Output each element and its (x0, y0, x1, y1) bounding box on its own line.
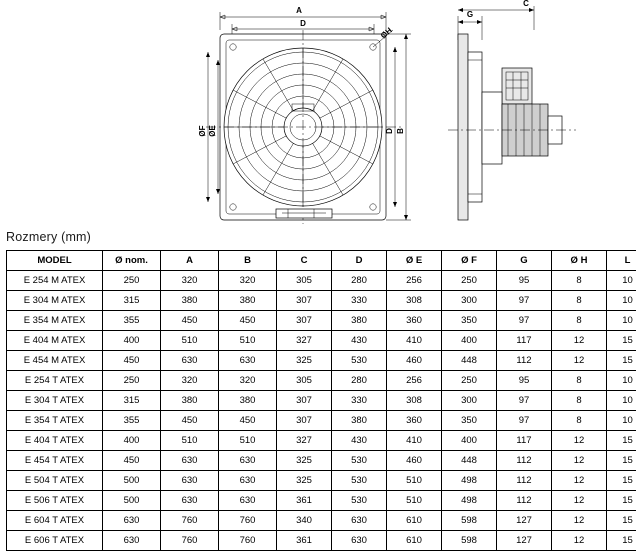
table-row (7, 291, 636, 311)
cell-nominal: 400 (103, 431, 161, 451)
cell-g: 97 (497, 311, 552, 331)
dimensions-table (6, 250, 636, 551)
cell-nominal: 500 (103, 471, 161, 491)
cell-h: 8 (552, 271, 607, 291)
column-header-h: Ø H (552, 251, 607, 271)
dim-label-oh: ØH (379, 26, 394, 41)
front-view-drawing (196, 0, 446, 232)
cell-h: 12 (552, 511, 607, 531)
cell-e: 610 (387, 511, 442, 531)
cell-h: 12 (552, 471, 607, 491)
cell-c: 361 (277, 531, 332, 551)
cell-f: 448 (442, 351, 497, 371)
dim-label-g: G (467, 10, 473, 19)
cell-h: 8 (552, 391, 607, 411)
cell-nominal: 355 (103, 411, 161, 431)
cell-e: 410 (387, 331, 442, 351)
cell-h: 12 (552, 451, 607, 471)
cell-f: 300 (442, 291, 497, 311)
cell-l: 15 (607, 491, 636, 511)
table-row (7, 411, 636, 431)
cell-h: 12 (552, 351, 607, 371)
cell-c: 361 (277, 491, 332, 511)
cell-a: 320 (161, 371, 219, 391)
cell-d: 280 (332, 271, 387, 291)
table-row (7, 351, 636, 371)
cell-g: 112 (497, 491, 552, 511)
cell-nominal: 250 (103, 271, 161, 291)
cell-f: 350 (442, 311, 497, 331)
cell-g: 112 (497, 471, 552, 491)
cell-b: 630 (219, 491, 277, 511)
cell-c: 340 (277, 511, 332, 531)
table-row (7, 391, 636, 411)
cell-e: 410 (387, 431, 442, 451)
cell-g: 112 (497, 351, 552, 371)
cell-b: 320 (219, 371, 277, 391)
cell-f: 250 (442, 271, 497, 291)
cell-e: 510 (387, 471, 442, 491)
cell-model: E 254 T ATEX (7, 371, 103, 391)
cell-l: 10 (607, 411, 636, 431)
cell-l: 10 (607, 311, 636, 331)
motor-mount (482, 92, 502, 164)
cell-model: E 254 M ATEX (7, 271, 103, 291)
cell-f: 448 (442, 451, 497, 471)
cell-g: 97 (497, 291, 552, 311)
cell-a: 760 (161, 531, 219, 551)
dim-label-a: A (296, 6, 302, 15)
column-header-d: D (332, 251, 387, 271)
cell-b: 510 (219, 431, 277, 451)
column-header-f: Ø F (442, 251, 497, 271)
dimensions-table-wrapper (6, 250, 630, 551)
cell-model: E 454 M ATEX (7, 351, 103, 371)
cell-d: 630 (332, 511, 387, 531)
table-row (7, 451, 636, 471)
cell-b: 450 (219, 411, 277, 431)
cell-g: 117 (497, 331, 552, 351)
cell-b: 630 (219, 351, 277, 371)
cell-f: 598 (442, 511, 497, 531)
column-header-model: MODEL (7, 251, 103, 271)
cell-model: E 354 T ATEX (7, 411, 103, 431)
column-header-l: L (607, 251, 636, 271)
cell-f: 350 (442, 411, 497, 431)
cell-g: 117 (497, 431, 552, 451)
cell-a: 450 (161, 311, 219, 331)
cell-model: E 604 T ATEX (7, 511, 103, 531)
cell-d: 530 (332, 351, 387, 371)
cell-model: E 606 T ATEX (7, 531, 103, 551)
cell-d: 530 (332, 491, 387, 511)
cell-h: 8 (552, 371, 607, 391)
table-row (7, 431, 636, 451)
page-title: Rozmery (mm) (6, 230, 91, 244)
cell-d: 280 (332, 371, 387, 391)
cell-f: 300 (442, 391, 497, 411)
cell-a: 380 (161, 291, 219, 311)
cell-d: 430 (332, 431, 387, 451)
cell-g: 95 (497, 371, 552, 391)
cell-l: 15 (607, 471, 636, 491)
cell-b: 510 (219, 331, 277, 351)
table-body (7, 271, 636, 551)
cell-nominal: 450 (103, 351, 161, 371)
column-header-b: B (219, 251, 277, 271)
cell-a: 510 (161, 431, 219, 451)
table-row (7, 311, 636, 331)
cell-nominal: 630 (103, 511, 161, 531)
cell-model: E 354 M ATEX (7, 311, 103, 331)
cell-c: 325 (277, 451, 332, 471)
cell-g: 127 (497, 511, 552, 531)
cell-model: E 404 T ATEX (7, 431, 103, 451)
side-terminal-box (502, 68, 532, 104)
cell-b: 760 (219, 531, 277, 551)
cell-e: 610 (387, 531, 442, 551)
column-header-e: Ø E (387, 251, 442, 271)
cell-a: 630 (161, 491, 219, 511)
cell-nominal: 500 (103, 491, 161, 511)
cell-l: 15 (607, 511, 636, 531)
table-row (7, 531, 636, 551)
table-row (7, 271, 636, 291)
cell-h: 8 (552, 411, 607, 431)
cell-e: 256 (387, 271, 442, 291)
table-header-row (7, 251, 636, 271)
dim-label-d-top: D (300, 19, 306, 28)
cell-d: 430 (332, 331, 387, 351)
column-header-a: A (161, 251, 219, 271)
dim-label-oe: ØE (208, 125, 217, 137)
cell-e: 360 (387, 311, 442, 331)
cell-d: 330 (332, 291, 387, 311)
cell-c: 327 (277, 331, 332, 351)
cell-c: 307 (277, 311, 332, 331)
cell-model: E 304 T ATEX (7, 391, 103, 411)
table-row (7, 371, 636, 391)
cell-l: 10 (607, 291, 636, 311)
cell-g: 112 (497, 451, 552, 471)
dim-label-of: ØF (198, 125, 207, 136)
cell-e: 460 (387, 351, 442, 371)
cell-c: 325 (277, 471, 332, 491)
cell-f: 598 (442, 531, 497, 551)
cell-c: 305 (277, 371, 332, 391)
cell-a: 380 (161, 391, 219, 411)
cell-l: 10 (607, 391, 636, 411)
table-row (7, 491, 636, 511)
cell-l: 10 (607, 271, 636, 291)
cell-a: 510 (161, 331, 219, 351)
column-header-c: C (277, 251, 332, 271)
cell-f: 498 (442, 471, 497, 491)
cell-b: 630 (219, 471, 277, 491)
cell-b: 380 (219, 291, 277, 311)
cell-h: 8 (552, 291, 607, 311)
cell-h: 12 (552, 431, 607, 451)
cell-g: 97 (497, 391, 552, 411)
cell-a: 630 (161, 471, 219, 491)
cell-b: 760 (219, 511, 277, 531)
cell-d: 630 (332, 531, 387, 551)
terminal-box (276, 209, 332, 218)
cell-e: 460 (387, 451, 442, 471)
cell-f: 400 (442, 431, 497, 451)
cell-f: 498 (442, 491, 497, 511)
cell-e: 510 (387, 491, 442, 511)
cell-d: 330 (332, 391, 387, 411)
cell-a: 630 (161, 451, 219, 471)
cell-nominal: 315 (103, 391, 161, 411)
cell-h: 8 (552, 311, 607, 331)
cell-l: 15 (607, 531, 636, 551)
cell-e: 308 (387, 291, 442, 311)
cell-f: 250 (442, 371, 497, 391)
cell-a: 320 (161, 271, 219, 291)
cell-model: E 506 T ATEX (7, 491, 103, 511)
cell-a: 630 (161, 351, 219, 371)
cell-d: 530 (332, 451, 387, 471)
cell-h: 12 (552, 531, 607, 551)
cell-nominal: 250 (103, 371, 161, 391)
cell-b: 380 (219, 391, 277, 411)
cell-f: 400 (442, 331, 497, 351)
cell-h: 12 (552, 331, 607, 351)
cell-nominal: 315 (103, 291, 161, 311)
technical-drawings (0, 0, 636, 232)
cell-l: 15 (607, 331, 636, 351)
cell-nominal: 630 (103, 531, 161, 551)
cell-model: E 404 M ATEX (7, 331, 103, 351)
cell-g: 127 (497, 531, 552, 551)
cell-a: 450 (161, 411, 219, 431)
cell-c: 307 (277, 411, 332, 431)
cell-e: 360 (387, 411, 442, 431)
cell-b: 450 (219, 311, 277, 331)
cell-c: 307 (277, 391, 332, 411)
cell-nominal: 400 (103, 331, 161, 351)
cell-c: 325 (277, 351, 332, 371)
table-row (7, 511, 636, 531)
cell-c: 305 (277, 271, 332, 291)
column-header-nominal-diameter: Ø nom. (103, 251, 161, 271)
cell-nominal: 355 (103, 311, 161, 331)
cell-h: 12 (552, 491, 607, 511)
cell-b: 630 (219, 451, 277, 471)
cell-nominal: 450 (103, 451, 161, 471)
cell-c: 327 (277, 431, 332, 451)
cell-d: 530 (332, 471, 387, 491)
cell-e: 308 (387, 391, 442, 411)
cell-l: 15 (607, 431, 636, 451)
cell-model: E 304 M ATEX (7, 291, 103, 311)
cell-l: 15 (607, 451, 636, 471)
cell-d: 380 (332, 311, 387, 331)
table-row (7, 331, 636, 351)
dim-label-b: B (396, 128, 405, 134)
cell-l: 10 (607, 371, 636, 391)
dim-label-c: C (523, 0, 529, 8)
cell-a: 760 (161, 511, 219, 531)
cell-c: 307 (277, 291, 332, 311)
side-housing (468, 52, 482, 202)
cell-model: E 504 T ATEX (7, 471, 103, 491)
cell-g: 97 (497, 411, 552, 431)
side-mounting-plate (458, 34, 468, 220)
column-header-g: G (497, 251, 552, 271)
table-row (7, 471, 636, 491)
cell-model: E 454 T ATEX (7, 451, 103, 471)
cell-g: 95 (497, 271, 552, 291)
cell-d: 380 (332, 411, 387, 431)
cell-b: 320 (219, 271, 277, 291)
side-view-drawing (446, 0, 636, 232)
dim-label-d-right: D (385, 128, 394, 134)
cell-e: 256 (387, 371, 442, 391)
cell-l: 15 (607, 351, 636, 371)
